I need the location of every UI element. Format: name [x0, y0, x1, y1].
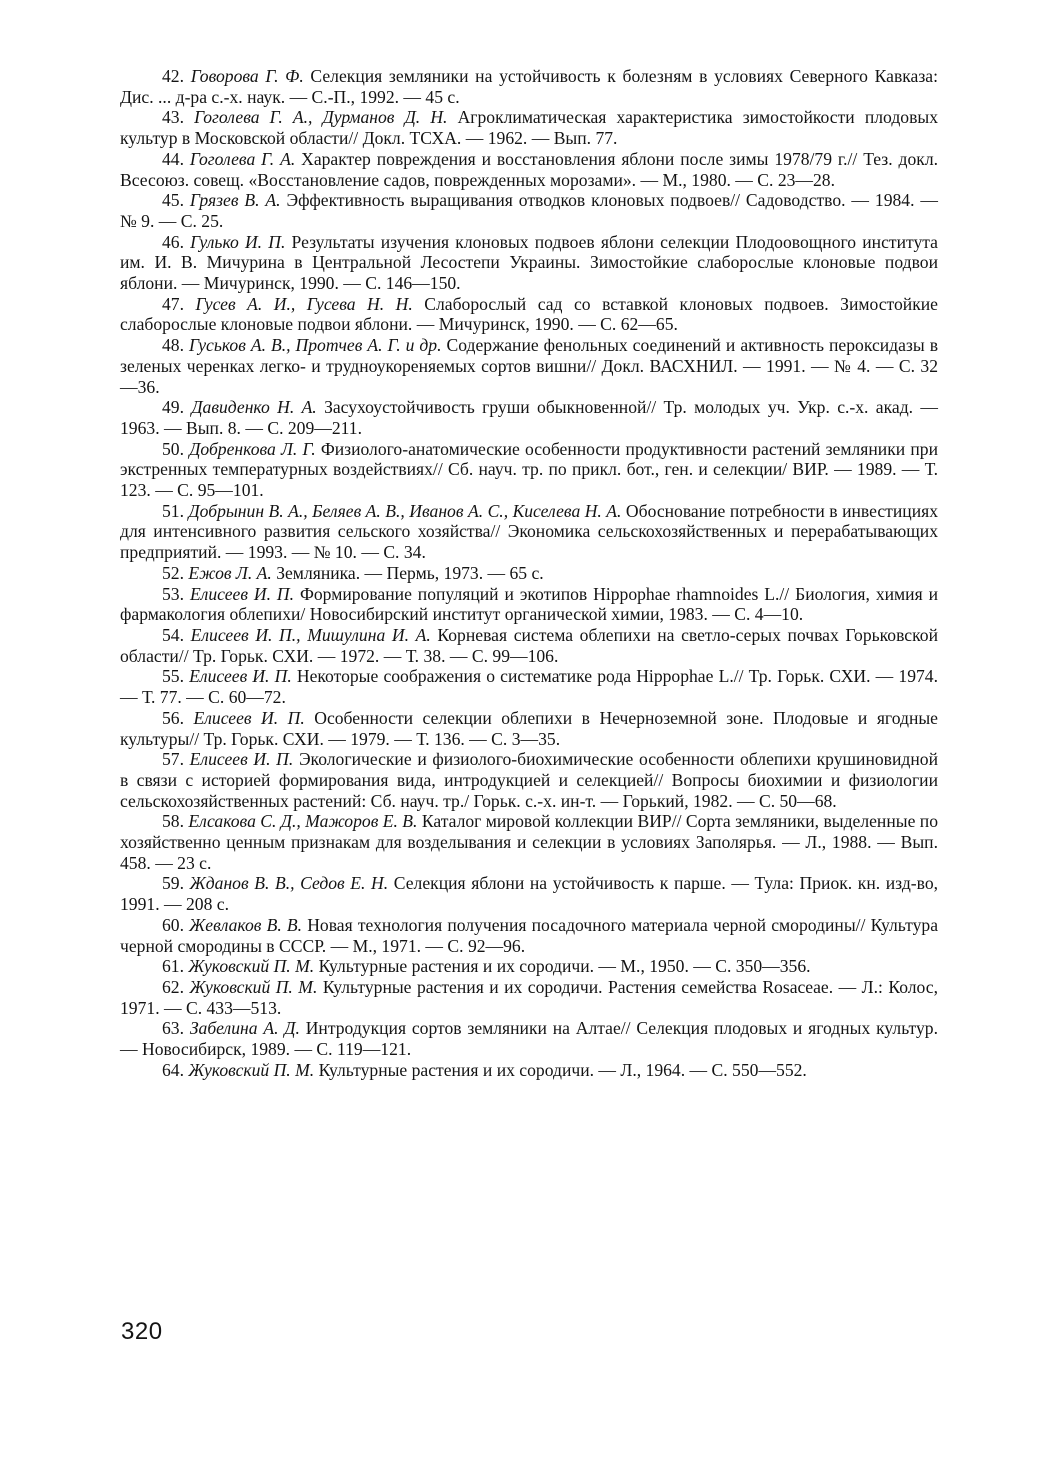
reference-item — [120, 66, 938, 107]
reference-item — [120, 107, 938, 148]
reference-text: Селекция яблони на устойчивость к парше. — Тула: Приок. кн. изд-во, 1991. — 208 с. — [120, 873, 939, 915]
reference-number: 55. — [162, 666, 184, 687]
reference-item — [120, 584, 938, 625]
reference-text: Культурные растения и их сородичи. — Л., 1964. — С. 550—552. — [318, 1059, 807, 1080]
reference-text: Результаты изучения клоновых подвоев яблони селекции Плодоовощного института им. И. В. Мичурина в Центральной Лесостепи Украины. Зимостойкие слаборослые клоновые подвои яблони. — Мичуринск, 1990. — С. 146—150. — [120, 231, 938, 294]
reference-author: Гулько И. П. — [190, 231, 286, 252]
reference-author: Жуковский П. М. — [188, 956, 315, 977]
reference-item — [120, 294, 938, 335]
reference-text: Агроклиматическая характеристика зимостойкости плодовых культур в Московской области// Докл. ТСХА. — 1962. — Вып. 77. — [120, 107, 939, 149]
reference-author: Елисеев И. П. — [193, 707, 305, 728]
reference-author: Добренкова Л. Г. — [189, 438, 316, 459]
reference-text: Обоснование потребности в инвестициях для интенсивного развития сельского хозяйства// Экономика сельскохозяйственных и перерабатывающих предприятий. — 1993. — № 10. — С. 34. — [120, 500, 938, 563]
reference-item — [120, 956, 938, 977]
reference-number: 57. — [162, 749, 184, 770]
reference-author: Гуськов А. В., Протчев А. Г. и др. — [189, 335, 442, 356]
reference-text: Некоторые соображения о систематике рода Hippophae L.// Тр. Горьк. СХИ. — 1974. — Т. 77. — С. 60—72. — [120, 666, 938, 708]
reference-author: Ежов Л. А. — [188, 562, 272, 583]
reference-text: Земляника. — Пермь, 1973. — 65 с. — [276, 562, 544, 583]
reference-number: 49. — [162, 397, 184, 418]
reference-text: Экологические и физиолого-биохимические особенности облепихи крушиновидной в связи с историей формирования вида, интродукцией и селекцией// Вопросы биохимии и физиологии сельскохозяйственных растений: Сб. науч. тр./ Горьк. с.-х. ин-т. — Горький, 1982. — С. 50—68. — [120, 749, 938, 811]
reference-number: 52. — [162, 562, 184, 583]
reference-number: 48. — [162, 335, 184, 356]
reference-text: Засухоустойчивость груши обыкновенной// Тр. молодых уч. Укр. с.-х. акад. — 1963. — Вып. 8. — С. 209—211. — [120, 397, 938, 438]
reference-author: Давиденко Н. А. — [191, 397, 317, 418]
reference-number: 44. — [162, 148, 184, 169]
reference-number: 50. — [162, 438, 184, 459]
reference-item — [120, 625, 938, 666]
reference-item — [120, 149, 938, 190]
reference-number: 64. — [162, 1059, 184, 1080]
reference-text: Культурные растения и их сородичи. Растения семейства Rosaceae. — Л.: Колос, 1971. — С. 433—513. — [120, 976, 938, 1018]
reference-number: 63. — [162, 1018, 184, 1039]
reference-item — [120, 977, 938, 1018]
reference-text: Корневая система облепихи на светло-серых почвах Горьковской области// Тр. Горьк. СХИ. — 1972. — Т. 38. — С. 99—106. — [120, 624, 938, 666]
reference-number: 47. — [162, 293, 184, 314]
reference-number: 45. — [162, 190, 184, 211]
reference-item — [120, 1018, 938, 1059]
reference-author: Гоголева Г. А., Дурманов Д. Н. — [194, 107, 448, 128]
reference-text: Слаборослый сад со вставкой клоновых подвоев. Зимостойкие слаборослые клоновые подвои яблони. — Мичуринск, 1990. — С. 62—65. — [120, 293, 938, 335]
reference-number: 46. — [162, 231, 184, 252]
reference-item — [120, 397, 938, 438]
reference-author: Жуковский П. М. — [188, 1059, 315, 1080]
reference-author: Говорова Г. Ф. — [190, 66, 304, 86]
reference-author: Елисеев И. П., Мишулина И. А. — [190, 624, 431, 645]
reference-item — [120, 335, 938, 397]
reference-text: Содержание фенольных соединений и активность пероксидазы в зеленых черенках легко- и трудноукореняемых сортов вишни// Докл. ВАСХНИЛ. — 1991. — № 4. — С. 32—36. — [120, 335, 938, 397]
reference-author: Гоголева Г. А. — [189, 148, 296, 169]
reference-author: Добрынин В. А., Беляев А. В., Иванов А. С., Киселева Н. А. — [188, 500, 622, 521]
reference-item — [120, 1060, 938, 1081]
reference-author: Елисеев И. П. — [189, 749, 294, 770]
reference-number: 60. — [162, 914, 184, 935]
reference-text: Характер повреждения и восстановления яблони после зимы 1978/79 г.// Тез. докл. Всесоюз. совещ. «Восстановление садов, поврежденных морозами». — М., 1980. — С. 23—28. — [120, 148, 938, 190]
reference-text: Физиолого-анатомические особенности продуктивности растений земляники при экстренных температурных воздействиях// Сб. науч. тр. по прикл. бот., ген. и селекции/ ВИР. — 1989. — Т. 123. — С. 95—101. — [120, 438, 938, 501]
reference-text: Эффективность выращивания отводков клоновых подвоев// Садоводство. — 1984. — № 9. — С. 25. — [120, 190, 938, 231]
reference-number: 62. — [162, 976, 184, 997]
reference-number: 53. — [162, 583, 184, 604]
reference-item — [120, 563, 938, 584]
reference-author: Жевлаков В. В. — [189, 914, 303, 935]
reference-item — [120, 232, 938, 294]
page-number: 320 — [121, 1318, 163, 1345]
reference-number: 56. — [162, 707, 184, 728]
reference-item — [120, 190, 938, 231]
reference-text: Культурные растения и их сородичи. — М., 1950. — С. 350—356. — [318, 956, 811, 977]
reference-number: 58. — [162, 811, 184, 832]
reference-author: Жуковский П. М. — [189, 976, 318, 997]
reference-text: Новая технология получения посадочного материала черной смородины// Культура черной смородины в СССР. — М., 1971. — С. 92—96. — [120, 914, 939, 956]
reference-number: 59. — [162, 873, 184, 894]
reference-item — [120, 439, 938, 501]
reference-item — [120, 501, 938, 563]
reference-number: 51. — [162, 500, 184, 521]
reference-item — [120, 811, 938, 873]
reference-number: 42. — [162, 66, 184, 86]
reference-list — [120, 66, 938, 1080]
reference-item — [120, 708, 938, 749]
reference-text: Каталог мировой коллекции ВИР// Сорта земляники, выделенные по хозяйственно ценным признакам для возделывания и селекции в условиях Заполярья. — Л., 1988. — Вып. 458. — 23 с. — [120, 811, 938, 873]
reference-text: Особенности селекции облепихи в Нечерноземной зоне. Плодовые и ягодные культуры// Тр. Горьк. СХИ. — 1979. — Т. 136. — С. 3—35. — [120, 707, 938, 749]
reference-author: Елсакова С. Д., Мажоров Е. В. — [188, 811, 418, 832]
reference-number: 54. — [162, 624, 184, 645]
reference-author: Забелина А. Д. — [189, 1018, 300, 1039]
reference-number: 61. — [162, 956, 184, 977]
reference-number: 43. — [162, 107, 184, 128]
reference-item — [120, 666, 938, 707]
reference-text: Формирование популяций и экотипов Hippophae rhamnoides L.// Биология, химия и фармакология облепихи/ Новосибирский институт органической химии, 1983. — С. 4—10. — [120, 583, 939, 625]
reference-author: Жданов В. В., Седов Е. Н. — [189, 873, 389, 894]
reference-text: Интродукция сортов земляники на Алтае// Селекция плодовых и ягодных культур. — Новосибирск, 1989. — С. 119—121. — [120, 1018, 939, 1060]
reference-author: Елисеев И. П. — [189, 583, 295, 604]
reference-author: Грязев В. А. — [189, 190, 281, 211]
reference-author: Гусев А. И., Гусева Н. Н. — [195, 293, 413, 314]
reference-text: Селекция земляники на устойчивость к болезням в условиях Северного Кавказа: Дис. ... д-ра с.-х. наук. — С.-П., 1992. — 45 с. — [120, 66, 938, 107]
reference-item — [120, 749, 938, 811]
reference-item — [120, 873, 938, 914]
reference-item — [120, 915, 938, 956]
reference-author: Елисеев И. П. — [189, 666, 292, 687]
